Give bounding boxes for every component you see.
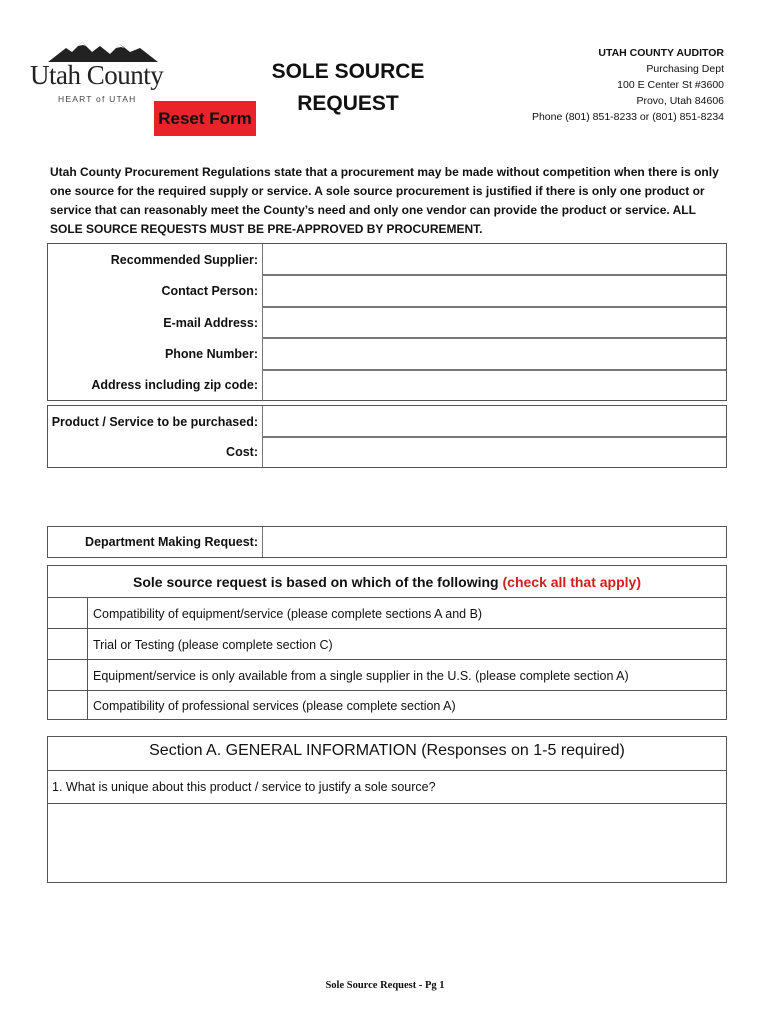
option-checkbox bbox=[48, 691, 88, 720]
department-table bbox=[47, 526, 727, 558]
contact-row bbox=[48, 275, 726, 307]
basis-heading-text: Sole source request is based on which of the following bbox=[133, 574, 499, 590]
option-label: Compatibility of professional services (please complete section A) bbox=[93, 698, 456, 713]
section-a-q1-row bbox=[48, 770, 726, 804]
supplier-table bbox=[47, 243, 727, 401]
field-label: Contact Person: bbox=[161, 284, 258, 298]
supplier-row bbox=[48, 244, 726, 275]
option-checkbox bbox=[48, 598, 88, 629]
auditor-phone: Phone (801) 851-8233 or (801) 851-8234 bbox=[531, 111, 724, 123]
product-table bbox=[47, 405, 727, 468]
field-label: Recommended Supplier: bbox=[110, 252, 258, 267]
basis-option-row bbox=[48, 659, 726, 691]
department-row bbox=[48, 527, 726, 557]
email-row bbox=[48, 307, 726, 338]
option-checkbox bbox=[48, 660, 88, 691]
auditor-street: 100 E Center St #3600 bbox=[617, 79, 724, 91]
field-label: Phone Number: bbox=[164, 347, 258, 361]
option-label: Equipment/service is only available from a single supplier in the U.S. (please complete section A) bbox=[93, 668, 629, 683]
field-label: Address including zip code: bbox=[91, 378, 258, 392]
section-a-title: Section A. GENERAL INFORMATION (Responses on 1-5 required) bbox=[149, 742, 625, 759]
auditor-city: Provo, Utah 84606 bbox=[636, 95, 724, 107]
phone-number-input[interactable] bbox=[263, 339, 726, 369]
utah-county-logo bbox=[30, 40, 164, 110]
contact-person-field bbox=[262, 275, 726, 307]
product-service-input[interactable] bbox=[263, 406, 726, 436]
logo-name: Utah County bbox=[30, 60, 164, 90]
email-input[interactable] bbox=[263, 308, 726, 337]
contact-person-input[interactable] bbox=[263, 276, 726, 306]
option-label: Trial or Testing (please complete section C) bbox=[93, 637, 333, 652]
phone-number-field bbox=[262, 338, 726, 370]
address-row bbox=[48, 370, 726, 400]
page-title bbox=[258, 56, 438, 120]
product-row bbox=[48, 406, 726, 437]
basis-option-row bbox=[48, 690, 726, 720]
phone-row bbox=[48, 338, 726, 370]
email-field bbox=[262, 307, 726, 338]
logo-tagline: HEART of UTAH bbox=[58, 94, 137, 104]
department-input[interactable] bbox=[263, 527, 726, 557]
title-line-2: REQUEST bbox=[297, 92, 399, 115]
address-field bbox=[262, 370, 726, 400]
cost-input[interactable] bbox=[263, 438, 726, 467]
auditor-dept: Purchasing Dept bbox=[646, 63, 724, 75]
option-label: Compatibility of equipment/service (please complete sections A and B) bbox=[93, 606, 483, 621]
cost-row bbox=[48, 437, 726, 467]
option-checkbox bbox=[48, 629, 88, 660]
product-service-field bbox=[262, 406, 726, 437]
basis-heading-note: (check all that apply) bbox=[502, 574, 641, 590]
address-input[interactable] bbox=[263, 371, 726, 400]
section-a bbox=[47, 736, 727, 883]
intro-paragraph: Utah County Procurement Regulations state that a procurement may be made without competition when there is only one source for the required supply or service. A sole source procurement is justified if there is only one product or service that can reasonably meet the County’s need and only one vendor can provide the product or service. ALL SOLE SOURCE REQUESTS MUST BE PRE-APPROVED BY PROCUREMENT. bbox=[50, 165, 719, 236]
recommended-supplier-input[interactable] bbox=[263, 244, 726, 274]
basis-option-row bbox=[48, 597, 726, 629]
page-footer: Sole Source Request - Pg 1 bbox=[325, 980, 445, 991]
basis-heading bbox=[48, 574, 726, 590]
cost-field bbox=[262, 437, 726, 467]
field-label: Cost: bbox=[226, 445, 258, 459]
field-label: E-mail Address: bbox=[163, 315, 258, 330]
question-1-answer[interactable] bbox=[48, 803, 730, 885]
auditor-name: UTAH COUNTY AUDITOR bbox=[598, 47, 724, 59]
basis-option-row bbox=[48, 628, 726, 660]
reset-form-button[interactable]: Reset Form bbox=[154, 101, 256, 136]
title-line-1: SOLE SOURCE bbox=[271, 60, 425, 83]
department-field bbox=[262, 527, 726, 557]
field-label: Department Making Request: bbox=[85, 535, 258, 549]
basis-checklist bbox=[47, 565, 727, 720]
recommended-supplier-field bbox=[262, 244, 726, 275]
auditor-address bbox=[532, 45, 724, 125]
field-label: Product / Service to be purchased: bbox=[51, 414, 258, 429]
question-1-label: 1. What is unique about this product / service to justify a sole source? bbox=[52, 780, 436, 794]
